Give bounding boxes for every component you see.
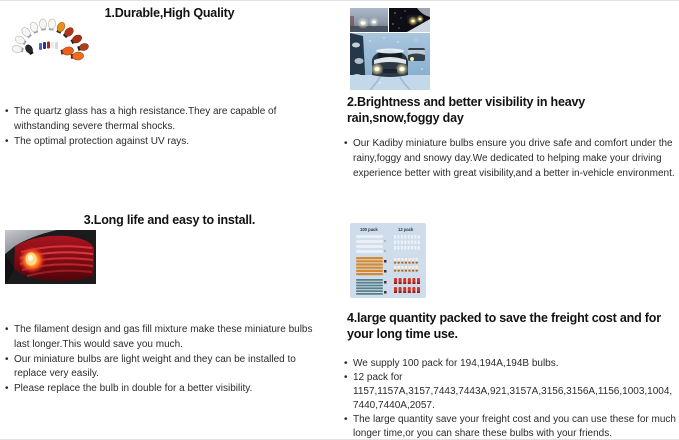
section-title: 3.Long life and easy to install. bbox=[83, 213, 256, 227]
section-large-quantity bbox=[339, 211, 679, 440]
foggy-headlights-image bbox=[350, 8, 388, 32]
night-snow-car-image bbox=[389, 8, 430, 32]
pack-chart-right-header: 12 pack bbox=[398, 227, 414, 232]
bullet-item: • The quartz glass has a high resistance.They are capable of withstanding severe thermal shocks. bbox=[4, 105, 304, 135]
bullet-list bbox=[343, 357, 677, 440]
section-brightness bbox=[339, 1, 679, 209]
section-title: 4.large quantity packed to save the freight cost and for your long time use. bbox=[347, 311, 661, 341]
pack-chart-left-header: 100 pack bbox=[360, 227, 378, 232]
bullet-list bbox=[4, 323, 326, 397]
bullet-item: • We supply 100 pack for 194,194A,194B bulbs. bbox=[343, 357, 677, 371]
car-taillight-image bbox=[5, 230, 96, 284]
snow-driving-collage bbox=[350, 8, 430, 90]
section-long-life bbox=[0, 207, 339, 440]
bullet-item: • 12 pack for 1157,1157A,3157,7443,7443A,921,3157A,3156,3156A,1156,1003,1004,7440,7440A,2057. bbox=[343, 371, 677, 413]
bullet-item: • The filament design and gas fill mixture make these miniature bulbs last longer.This would save you much. bbox=[4, 323, 326, 353]
bullet-list bbox=[343, 137, 677, 181]
section-durable bbox=[0, 1, 339, 206]
bullet-list bbox=[4, 105, 304, 149]
bullet-item: • The optimal protection against UV rays. bbox=[4, 135, 304, 150]
bullet-item: • Our miniature bulbs are light weight and they can be installed to replace very easily. bbox=[4, 353, 326, 383]
bullet-item: • Please replace the bulb in double for a better visibility. bbox=[4, 382, 326, 397]
assorted-bulbs-image bbox=[8, 18, 94, 64]
section-title: 2.Brightness and better visibility in heavy rain,snow,foggy day bbox=[347, 95, 586, 125]
bullet-item: • The large quantity save your freight cost and you can use these for much longer time,or you can share these bulbs with your friends. bbox=[343, 413, 677, 440]
section-title: 1.Durable,High Quality bbox=[104, 6, 235, 20]
snowy-road-car-image bbox=[350, 33, 430, 90]
bulb-pack-chart-image bbox=[350, 223, 426, 298]
bullet-item: • Our Kadiby miniature bulbs ensure you drive safe and comfort under the rainy,foggy and snowy day.We dedicated to helping make your driving experience better with great visibility,and a better in-vehicle environment. bbox=[343, 137, 677, 181]
